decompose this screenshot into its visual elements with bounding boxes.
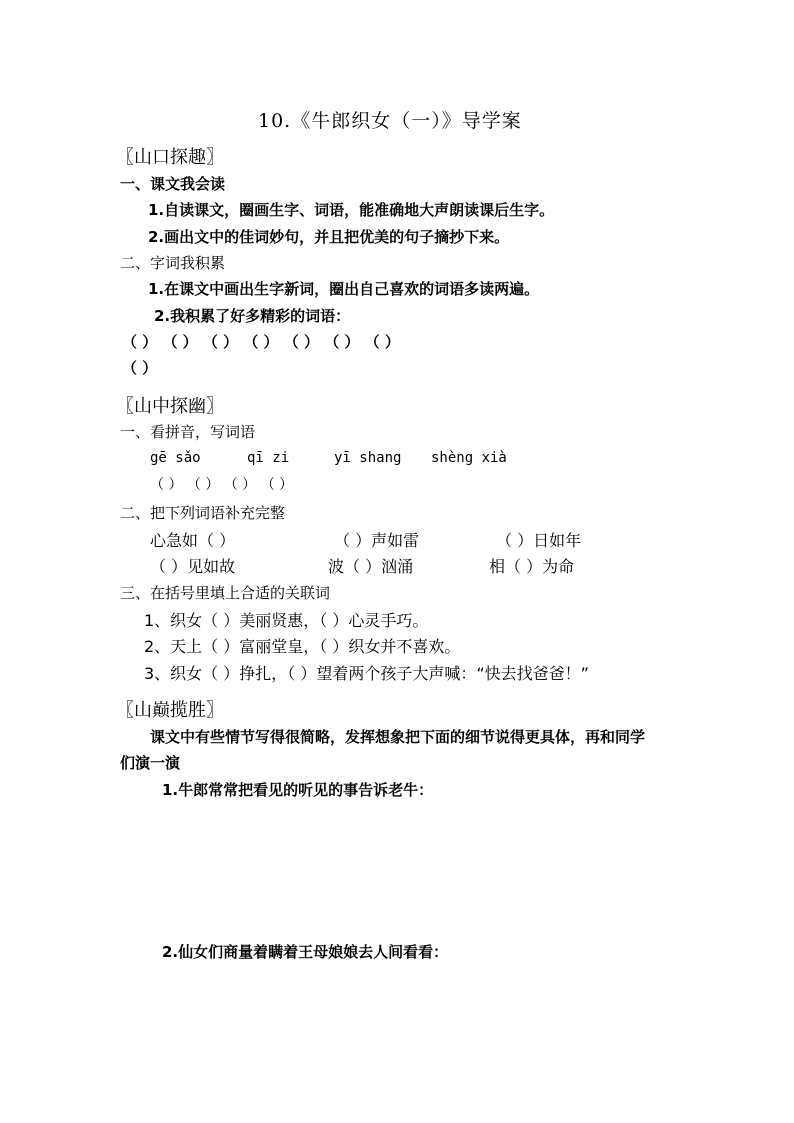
part-heading-conjunctions: 三、在括号里填上合适的关联词 [120,584,331,602]
section-heading-shankou: 〖山口探趣〗 [116,147,224,168]
section-heading-shandian: 〖山巅揽胜〗 [116,700,224,721]
read-item-1: 1.自读课文，圈画生字、词语，能准确地大声朗读课后生字。 [148,201,555,219]
imagination-item-2: 2.仙女们商量着瞒着王母娘娘去人间看看： [162,943,449,961]
part-heading-pinyin: 一、看拼音，写词语 [120,423,256,441]
imagination-item-1: 1.牛郎常常把看见的听见的事告诉老牛： [162,781,434,799]
pinyin-4: shèng xià [431,450,507,466]
part-heading-words: 二、字词我积累 [120,254,226,272]
part-heading-complete: 二、把下列词语补充完整 [120,504,286,522]
section-heading-shanzhong: 〖山中探幽〗 [116,396,224,417]
pinyin-blanks: （ ） （ ） （ ） （ ） [150,477,294,493]
conjunction-item-3: 3、织女（ ）挣扎，（ ）望着两个孩子大声喊：“快去找爸爸！” [144,664,589,683]
pinyin-2: qī zi [247,450,290,466]
idiom-5: 波（ ）汹涌 [328,557,414,576]
idiom-2: （ ）声如雷 [334,531,420,550]
imagination-intro-line-1: 课文中有些情节写得很简略，发挥想象把下面的细节说得更具体，再和同学 [150,728,646,746]
part-heading-read: 一、课文我会读 [120,175,226,193]
conjunction-item-1: 1、织女（ ）美丽贤惠，（ ）心灵手巧。 [144,611,429,630]
word-brackets-line-2: （ ） [122,359,158,377]
word-brackets-line-1: （ ） （ ） （ ） （ ） （ ） （ ） （ ） [122,333,400,351]
page-title: 10.《牛郎织女（一）》导学案 [258,110,522,132]
pinyin-1: gē sǎo [150,450,201,466]
idiom-3: （ ）日如年 [496,531,582,550]
imagination-intro-line-2: 们演一演 [120,754,181,772]
idiom-1: 心急如（ ） [150,531,236,550]
idiom-4: （ ）见如故 [150,557,236,576]
pinyin-3: yī shang [334,450,402,466]
read-item-2: 2.画出文中的佳词妙句，并且把优美的句子摘抄下来。 [148,228,510,246]
idiom-6: 相（ ）为命 [489,557,575,576]
words-item-2: 2.我积累了好多精彩的词语： [154,307,351,325]
conjunction-item-2: 2、天上（ ）富丽堂皇，（ ）织女并不喜欢。 [144,637,461,656]
words-item-1: 1.在课文中画出生字新词，圈出自己喜欢的词语多读两遍。 [148,280,540,298]
